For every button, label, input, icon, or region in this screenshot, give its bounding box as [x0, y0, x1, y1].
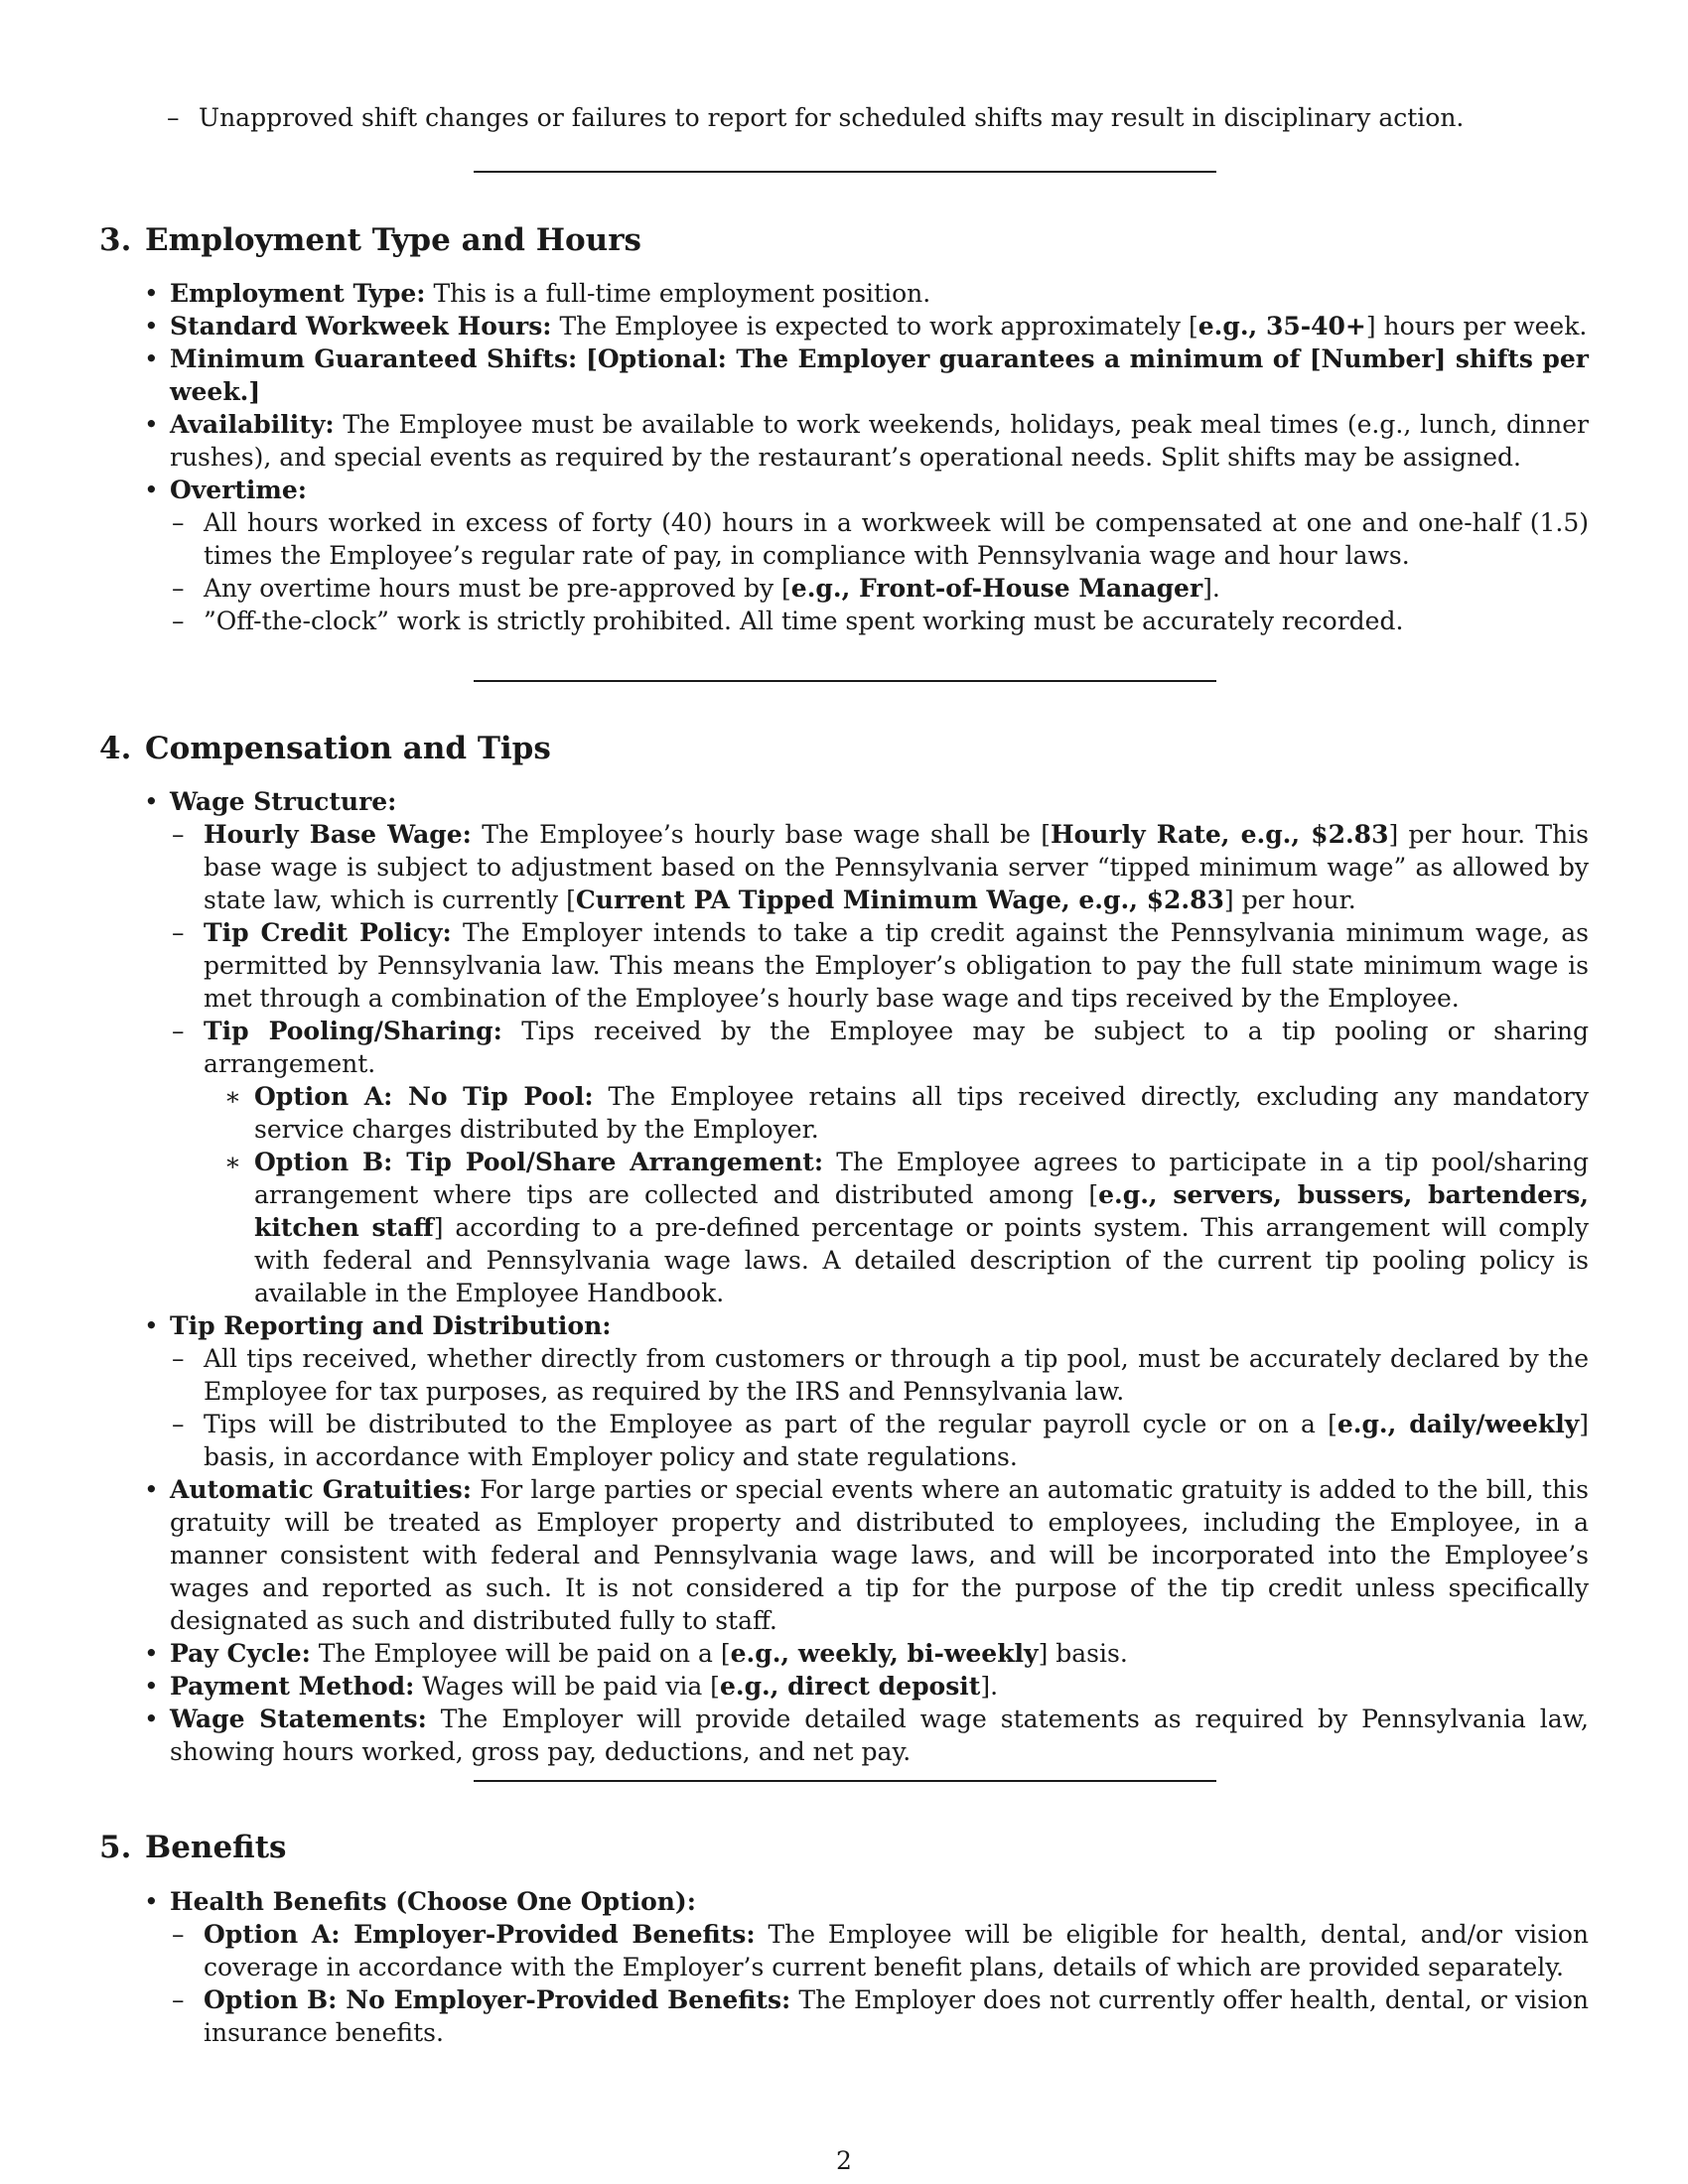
list-item: • Minimum Guaranteed Shifts: [Optional: The Employer guarantees a minimum of [Number] shifts per week.] — [144, 342, 1589, 408]
sub-list-item: – Hourly Base Wage: The Employee’s hourly base wage shall be [Hourly Rate, e.g., $2.83] per hour. This base wage is subject to adjustment based on the Pennsylvania server “tipped minimum wage” as allowed by state law, which is currently [Current PA Tipped Minimum Wage, e.g., $2.83] per hour. — [172, 820, 1589, 914]
section-title: Employment Type and Hours — [145, 222, 641, 258]
sub-list-item: – Tip Pooling/Sharing: Tips received by the Employee may be subject to a tip pooling or sharing arrangement. ∗ Option A: No Tip Pool: The Employee retains all tips received directly, excluding any mandatory service charges distributed by the Employer. ∗ Option B: Tip Pool/Share Arrangement: The Employee agrees to participate in a tip pool/sharing arrangement where tips are collected and distributed among [e.g., servers, bussers, bartenders, kitchen staff] according to a pre-defined percentage or points system. This arrangement will comply with federal and Pennsylvania wage laws. A detailed description of the current tip pooling policy is available in the Employee Handbook. — [172, 1017, 1589, 1307]
list-item: • Tip Reporting and Distribution: – All tips received, whether directly from customers or through a tip pool, must be accurately declared by the Employee for tax purposes, as required by the IRS and Pennsylvania law. – Tips will be distributed to the Employee as part of the regular payroll cycle or on a [e.g., daily/weekly] basis, in accordance with Employer policy and state regulations. — [144, 1309, 1589, 1473]
list-item: • Standard Workweek Hours: The Employee is expected to work approximately [e.g., 35-40+] hours per week. — [144, 310, 1589, 342]
list-item: • Overtime: – All hours worked in excess of forty (40) hours in a workweek will be compensated at one and one-half (1.5) times the Employee’s regular rate of pay, in compliance with Pennsylvania wage and hour laws. – Any overtime hours must be pre-approved by [e.g., Front-of-House Manager]. – ”Off-the-clock” work is strictly prohibited. All time spent working must be accurately recorded. — [144, 474, 1589, 637]
sub-list-item: – All hours worked in excess of forty (40) hours in a workweek will be compensated at one and one-half (1.5) times the Employee’s regular rate of pay, in compliance with Pennsylvania wage and hour laws. — [172, 508, 1589, 570]
list-item: • Payment Method: Wages will be paid via [e.g., direct deposit]. — [144, 1670, 1589, 1703]
page-number: 2 — [836, 2146, 852, 2175]
list-item: • Availability: The Employee must be available to work weekends, holidays, peak meal times (e.g., lunch, dinner rushes), and special events as required by the restaurant’s operational needs. Split shifts may be assigned. — [144, 408, 1589, 474]
sub-list-item: – Tip Credit Policy: The Employer intends to take a tip credit against the Pennsylvania minimum wage, as permitted by Pennsylvania law. This means the Employer’s obligation to pay the full state minimum wage is met through a combination of the Employee’s hourly base wage and tips received by the Employee. — [172, 918, 1590, 1013]
sub-list-item: – All tips received, whether directly from customers or through a tip pool, must be accurately declared by the Employee for tax purposes, as required by the IRS and Pennsylvania law. — [172, 1344, 1589, 1406]
section-4-heading — [99, 729, 551, 768]
list-item: • Employment Type: This is a full-time employment position. — [144, 277, 1589, 310]
list-item: • Automatic Gratuities: For large parties or special events where an automatic gratuity is added to the bill, this gratuity will be treated as Employer property and distributed to employees, including the Employee, in a manner consistent with federal and Pennsylvania wage laws, and will be incorporated into the Employee’s wages and reported as such. It is not considered a tip for the purpose of the tip credit unless specifically designated as such and distributed fully to staff. — [144, 1473, 1589, 1637]
section-3-heading — [99, 220, 641, 260]
sub-list-item: – Any overtime hours must be pre-approved by [e.g., Front-of-House Manager]. — [172, 574, 1220, 603]
option-item: ∗ Option A: No Tip Pool: The Employee retains all tips received directly, excluding any mandatory service charges distributed by the Employer. — [224, 1082, 1589, 1144]
carryover-text: Unapproved shift changes or failures to report for scheduled shifts may result in disciplinary action. — [199, 103, 1465, 132]
section-5-body — [144, 1885, 1589, 2049]
section-number: 3. — [99, 222, 132, 258]
list-item: • Health Benefits (Choose One Option): – Option A: Employer-Provided Benefits: The Employee will be eligible for health, dental, and/or vision coverage in accordance with the Employer’s current benefit plans, details of which are provided separately. – Option B: No Employer-Provided Benefits: The Employer does not currently offer health, dental, or vision insurance benefits. — [144, 1885, 1589, 2049]
carryover-item — [167, 101, 1589, 134]
section-4-body — [144, 785, 1589, 1768]
list-item: • Wage Statements: The Employer will provide detailed wage statements as required by Pennsylvania law, showing hours worked, gross pay, deductions, and net pay. — [144, 1703, 1589, 1768]
list-item: • Pay Cycle: The Employee will be paid on a [e.g., weekly, bi-weekly] basis. — [144, 1637, 1589, 1670]
option-item: ∗ Option B: Tip Pool/Share Arrangement: The Employee agrees to participate in a tip pool/sharing arrangement where tips are collected and distributed among [e.g., servers, bussers, bartenders, kitchen staff] according to a pre-defined percentage or points system. This arrangement will comply with federal and Pennsylvania wage laws. A detailed description of the current tip pooling policy is available in the Employee Handbook. — [224, 1148, 1589, 1307]
section-title: Benefits — [145, 1830, 287, 1865]
dash-marker: – — [167, 103, 180, 132]
section-number: 5. — [99, 1830, 132, 1865]
section-3-body — [144, 277, 1589, 637]
sub-list-item: – Option B: No Employer-Provided Benefits: The Employer does not currently offer health, dental, or vision insurance benefits. — [172, 1985, 1589, 2047]
sub-list-item: – Tips will be distributed to the Employee as part of the regular payroll cycle or on a [e.g., daily/weekly] basis, in accordance with Employer policy and state regulations. — [172, 1410, 1589, 1471]
list-item: • Wage Structure: – Hourly Base Wage: The Employee’s hourly base wage shall be [Hourly Rate, e.g., $2.83] per hour. This base wage is subject to adjustment based on the Pennsylvania server “tipped minimum wage” as allowed by state law, which is currently [Current PA Tipped Minimum Wage, e.g., $2.83] per hour. – Tip Credit Policy: The Employer intends to take a tip credit against the Pennsylvania minimum wage, as permitted by Pennsylvania law. This means the Employer’s obligation to pay the full state minimum wage is met through a combination of the Employee’s hourly base wage and tips received by the Employee. – Tip Pooling/Sharing: Tips received by the Employee may be subject to a tip pooling or sharing arrangement. ∗ Option A: No Tip Pool: The Employee retains all tips received directly, excluding any mandatory service charges distributed by the Employer. ∗ Option B: Tip Pool/Share Arrangement: The Employee agrees to participate in a tip pool/sharing arrangement where tips are collected and distributed among [e.g., servers, bussers, bartenders, kitchen staff] according to a pre-defined percentage or points system. This arrangement will comply with federal and Pennsylvania wage laws. A detailed description of the current tip pooling policy is available in the Employee Handbook. — [144, 785, 1589, 1309]
section-divider — [474, 680, 1216, 682]
section-number: 4. — [99, 731, 132, 766]
sub-list-item: – Option A: Employer-Provided Benefits: The Employee will be eligible for health, dental, and/or vision coverage in accordance with the Employer’s current benefit plans, details of which are provided separately. — [172, 1920, 1589, 1981]
sub-list-item: – ”Off-the-clock” work is strictly prohibited. All time spent working must be accurately recorded. — [172, 607, 1404, 635]
section-5-heading — [99, 1828, 287, 1867]
section-divider — [474, 171, 1216, 173]
section-title: Compensation and Tips — [145, 731, 551, 766]
section-divider — [474, 1780, 1216, 1782]
